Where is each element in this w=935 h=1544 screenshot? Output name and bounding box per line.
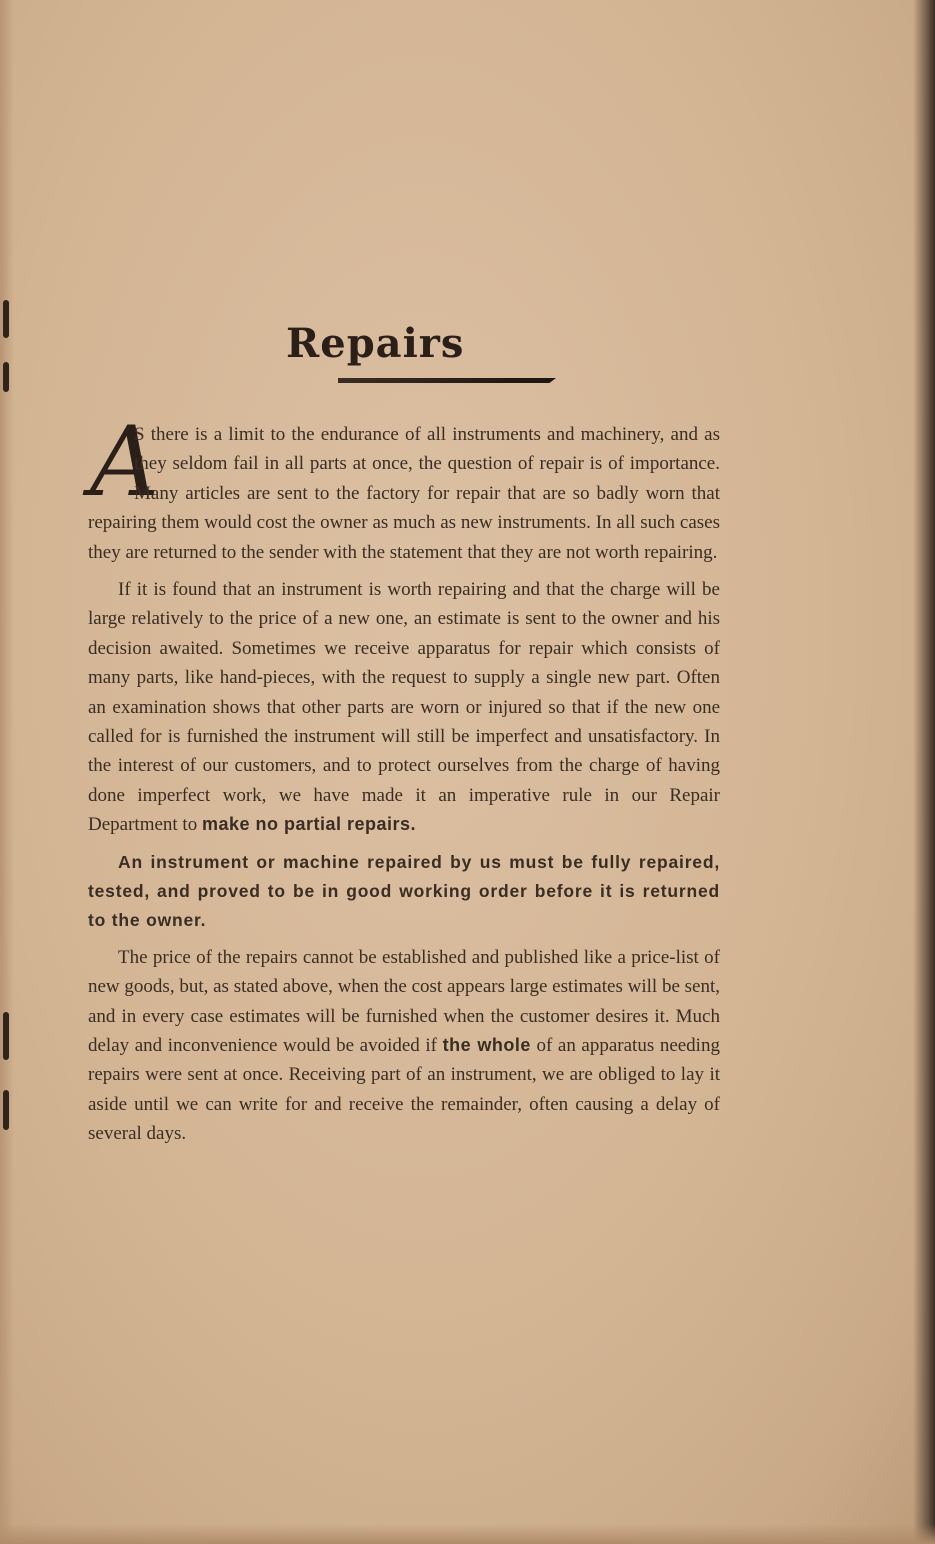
page-bottom-edge-shadow: [0, 1524, 935, 1544]
paragraph-4-text-before: The price of the repairs cannot be established and published like a price-list of new goods, but, as stated above, when the cost appears large estimates will be sent, and in every case estimates will be furnished when the customer desires it. Much delay and inconvenience would be avoided if: [88, 946, 720, 1056]
page-title: Repairs: [286, 320, 465, 367]
paragraph-4-text-after: of an apparatus needing repairs were sent at once. Receiving part of an instrument, we are obliged to lay it aside until we can write for and receive the remainder, often causing a delay of several days.: [88, 1034, 720, 1145]
binding-mark: [3, 362, 9, 392]
paragraph-4: [88, 943, 720, 1149]
drop-cap: A: [90, 406, 160, 518]
binding-mark: [3, 1090, 9, 1130]
paragraph-2: [88, 575, 720, 840]
paragraph-1: [88, 406, 720, 567]
binding-mark: [3, 1012, 9, 1060]
paragraph-4-emphasis: the whole: [442, 1034, 531, 1055]
paragraph-2-text: If it is found that an instrument is worth repairing and that the charge will be large relatively to the price of a new one, an estimate is sent to the owner and his decision awaited. Sometimes we receive apparatus for repair which consists of many parts, like hand-pieces, with the request to supply a single new part. Often an examination shows that other parts are worn or injured so that if the new one called for is furnished the instrument will still be imperfect and unsatisfactory. In the interest of our customers, and to protect ourselves from the charge of having done imperfect work, we have made it an imperative rule in our Repair Department to: [88, 579, 720, 836]
title-underline-rule: [338, 378, 556, 383]
page-left-edge-shadow: [0, 0, 14, 1544]
page-right-edge-shadow: [913, 0, 935, 1544]
body-text: [88, 406, 720, 1157]
paragraph-1-text: S there is a limit to the endurance of all instruments and machinery, and as they seldom fail in all parts at once, the question of repair is of importance. Many articles are sent to the factory for repair that are so badly worn that repairing them would cost the owner as much as new instruments. In all such cases they are returned to the sender with the statement that they are not worth repairing.: [88, 424, 720, 563]
paragraph-2-emphasis: make no partial repairs.: [201, 814, 417, 835]
binding-mark: [3, 300, 9, 338]
paragraph-3-bold: An instrument or machine repaired by us must be fully repaired, tested, and proved to be in good working order before it is returned to the owner.: [88, 851, 720, 930]
